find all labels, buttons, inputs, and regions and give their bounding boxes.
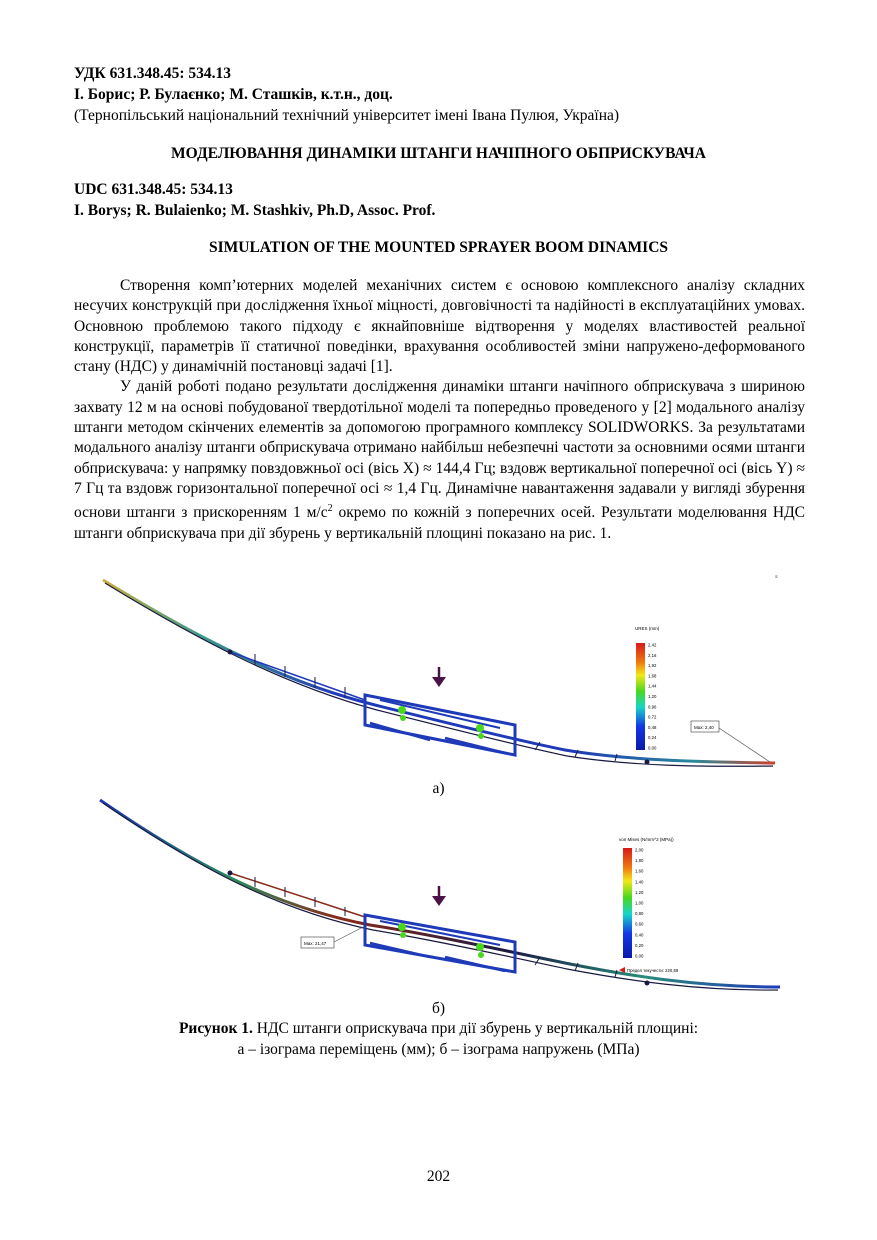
- legend-a: [635, 626, 660, 751]
- authors-ua: І. Борис; Р. Булаєнко; М. Сташків, к.т.н., доц.: [74, 86, 393, 103]
- legend-tick-label: 2,16: [648, 652, 657, 658]
- caption-line-2: а – ізограма переміщень (мм); б – ізограма напружень (МПа): [237, 1041, 640, 1058]
- yield-text: Предел текучести: 220,59: [627, 968, 679, 973]
- legend-tick-label: 1,60: [635, 868, 644, 874]
- legend-tick-label: 1,44: [648, 683, 657, 689]
- legend-tick-label: 0,24: [648, 735, 657, 741]
- callout-a-text: Max: 2,40: [694, 725, 714, 730]
- title-en: SIMULATION OF THE MOUNTED SPRAYER BOOM DINAMICS: [208, 239, 669, 256]
- paragraph-2-superscript: 2: [327, 503, 333, 515]
- legend-tick-label: 1,92: [648, 663, 657, 669]
- figure-b-label: б): [431, 1000, 446, 1017]
- legend-b-ticks: [635, 848, 644, 959]
- page-number: 202: [426, 1168, 451, 1185]
- legend-tick-label: 0,00: [648, 745, 657, 751]
- paragraph-2-part-a: У даній роботі подано результати дослідження динаміки штанги начіпного обприскувача з шириною захвату 12 м на основі побудованої твердотільної моделі та попередньо проведеного у [2] модального аналізу штанги методом скінчених елементів за допомогою програмного комплексу SOLIDWORKS. За результатами модального аналізу штанги обприскувача отримано найбільш небезпечні частоти за основними осями штанги обприскувача: у напрямку повздовжньої осі (вісь X) ≈ 144,4 Гц; вздовж вертикальної поперечної осі (вісь Y) ≈ 7 Гц та вздовж горизонтальної поперечної осі ≈ 1,4 Гц. Динамічне навантаження задавали у вигляді збурення основи штанги з прискоренням 1 м/с: [74, 378, 805, 522]
- load-arrow-b: [432, 886, 446, 906]
- legend-tick-label: 0,72: [648, 714, 657, 720]
- callout-b: [301, 926, 365, 948]
- legend-b: [619, 837, 679, 973]
- caption-line-1: НДС штанги оприскувача при дії збурень у вертикальній площині:: [252, 1020, 699, 1037]
- load-arrow-a: [432, 667, 446, 687]
- corner-mark: ≡: [775, 574, 778, 579]
- legend-tick-label: 0,96: [648, 704, 657, 710]
- legend-tick-label: 1,40: [635, 879, 644, 885]
- paragraph-1: Створення комп’ютерних моделей механічних систем є основою комплексного аналізу складних несучих конструкцій при дослідження їхньої міцності, довговічності та надійності в експлуатаційних умовах. Основною проблемою такого підходу є якнайповніше відтворення у моделях властивостей реальної конструкції, параметрів її статичної поведінки, врахування особливостей зміни напружено-деформованого стану (НДС) у динамічній постановці задачі [1].: [74, 277, 805, 376]
- legend-tick-label: 1,00: [635, 900, 644, 906]
- legend-tick-label: 0,60: [635, 921, 644, 927]
- legend-a-colorbar: [636, 643, 645, 750]
- legend-tick-label: 1,80: [635, 858, 644, 864]
- figure-a-displacement-plot: [95, 570, 785, 780]
- legend-tick-label: 2,42: [648, 642, 657, 648]
- paragraph-2-part-b: окремо по кожній з поперечних осей. Результати моделювання НДС штанги обприскувача при дії збурень у вертикальній площині показано на рис. 1.: [74, 504, 805, 542]
- udc: UDC 631.348.45: 534.13: [74, 181, 233, 198]
- legend-tick-label: 0,48: [648, 724, 657, 730]
- title-ua: МОДЕЛЮВАННЯ ДИНАМІКИ ШТАНГИ НАЧІПНОГО ОБПРИСКУВАЧА: [171, 145, 706, 162]
- legend-b-title: von Mises (N/mm^2 (MPa)): [619, 837, 674, 842]
- udk: УДК 631.348.45: 534.13: [74, 65, 231, 82]
- body-text: [74, 276, 805, 544]
- legend-tick-label: 1,68: [648, 673, 657, 679]
- legend-tick-label: 0,40: [635, 932, 644, 938]
- legend-tick-label: 1,20: [635, 889, 644, 895]
- authors-en: I. Borys; R. Bulaienko; M. Stashkiv, Ph.D, Assoc. Prof.: [74, 202, 436, 219]
- figure-caption: [0, 1018, 877, 1039]
- legend-a-ticks: [648, 643, 657, 751]
- caption-lead: Рисунок 1.: [178, 1020, 253, 1037]
- callout-a: [691, 721, 770, 762]
- paragraph-2: [74, 377, 805, 544]
- callout-b-text: Max: 21,47: [304, 941, 327, 946]
- figure-a-label: а): [432, 780, 445, 797]
- legend-tick-label: 0,00: [635, 953, 644, 959]
- legend-tick-label: 0,80: [635, 911, 644, 917]
- legend-tick-label: 2,00: [635, 847, 644, 853]
- affiliation-ua: (Тернопільський національний технічний університет імені Івана Пулюя, Україна): [74, 107, 620, 124]
- legend-tick-label: 0,20: [635, 942, 644, 948]
- figure-b-stress-plot: [95, 795, 785, 1000]
- legend-b-colorbar: [623, 848, 632, 958]
- legend-tick-label: 1,20: [648, 694, 657, 699]
- legend-a-title: URES (mm): [635, 626, 660, 631]
